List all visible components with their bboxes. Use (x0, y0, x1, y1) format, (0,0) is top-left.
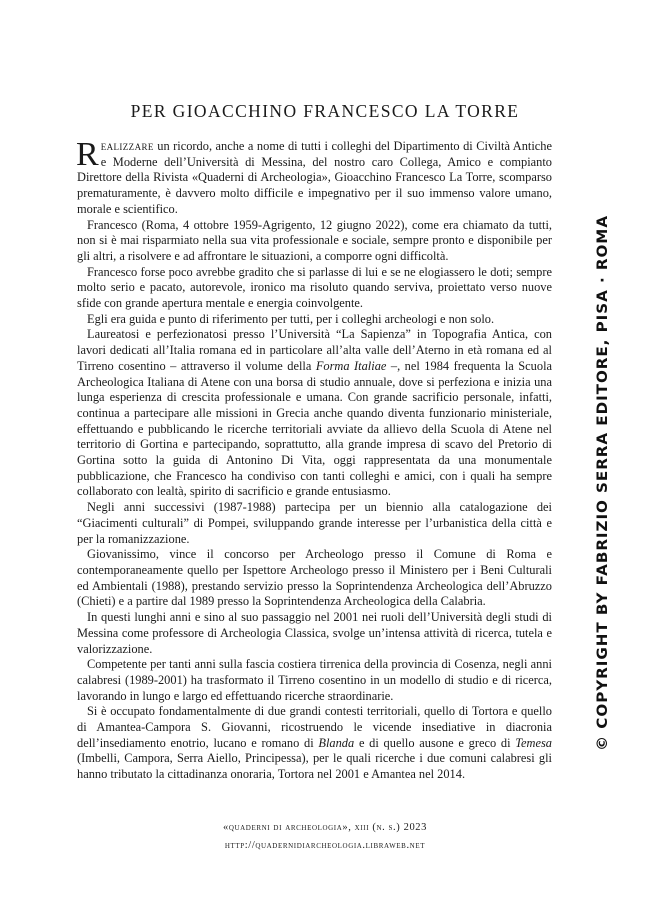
intro-paragraph (76, 136, 552, 218)
intro-text: un ricordo, anche a nome di tutti i colleghi del Dipartimento di Civiltà Antiche e Moderne dell’Università di Messina, del nostro caro Collega, Amico e compianto Direttore della Rivista «Quaderni di Archeologia», Gioacchino Francesco La Torre, scomparso prematuramente, è davvero molto difficile e impegnativo per il suo immenso valore umano, morale e scientifico. (77, 139, 552, 216)
paragraph-cosenza: Competente per tanti anni sulla fascia costiera tirrenica della provincia di Cosenza, negli anni calabresi (1989-2001) ha trasformato il Tirreno cosentino in un modello di studio e di ricerca, lavorando in lungo e largo ed effettuando ricerche straordinarie. (77, 657, 552, 703)
svg-text:© COPYRIGHT BY FABRIZIO SERRA: © COPYRIGHT BY FABRIZIO SERRA EDITORE, PISA · ROMA (595, 238, 611, 751)
forma-italiae-title: Forma Italiae (315, 358, 387, 373)
paragraph-messina: In questi lunghi anni e sino al suo passaggio nel 2001 nei ruoli dell’Università degli studi di Messina come professore di Archeologia Classica, svolge un’intensa attività di ricerca, tutela e valorizzazione. (77, 610, 552, 656)
blanda-name: Blanda (318, 735, 355, 750)
article-title: PER GIOACCHINO FRANCESCO LA TORRE (130, 101, 520, 121)
journal-url: http://quadernidiarcheologia.libraweb.net (224, 840, 426, 851)
paragraph-character: Francesco forse poco avrebbe gradito che si parlasse di lui e se ne elogiassero le doti; sempre molto serio e pacato, autorevole, ironico ma risoluto quando serviva, proiettato verso nuove sfide con grande apertura mentale e energia coinvolgente. (77, 264, 552, 311)
drop-cap: R (76, 136, 99, 173)
copyright-notice (588, 213, 614, 753)
intro-smallcaps: ealizzare (100, 139, 154, 153)
article-body (76, 136, 553, 783)
copyright-vertical-text (588, 213, 614, 753)
paragraph-territories: Si è occupato fondamentalmente di due grandi contesti territoriali, quello di Tortora e quello di Amantea-Campora S. Giovanni, ricostruendo le vicende insediative in diacronia dell’insediamento enotrio, lucano e romano di Blanda e di quello ausone e greco di Temesa (Imbelli, Campora, Serra Aiello, Principessa), per le quali ricerche i due comuni calabresi gli hanno tributato la cittadinanza onoraria, Tortora nel 2001 e Amantea nel 2014. (77, 704, 552, 782)
paragraph-birth: Francesco (Roma, 4 ottobre 1959-Agrigento, 12 giugno 2022), come era chiamato da tutti, non si è mai risparmiato nella sua vita professionale e sociale, sempre pronto e disponibile per gli altri, a risolvere e ad affrontare le situazioni, a comporre ogni difficoltà. (77, 217, 552, 263)
temesa-name: Temesa (515, 735, 552, 750)
paragraph-pompei: Negli anni successivi (1987-1988) partecipa per un biennio alla catalogazione dei “Giacimenti culturali” di Pompei, sviluppando grande interesse per l’urbanistica della città e per la romanizzazione. (77, 500, 552, 546)
paragraph-career: Giovanissimo, vince il concorso per Archeologo presso il Comune di Roma e contemporaneamente quello per Ispettore Archeologo presso il Ministero per i Beni Culturali ed Ambientali (1988), prestando servizio presso la Soprintendenza Archeologica dell’Abruzzo (Chieti) e a partire dal 1989 presso la Soprintendenza Archeologica della Calabria. (77, 547, 552, 609)
paragraph-education: Laureatosi e perfezionatosi presso l’Università “La Sapienza” in Topografia Antica, con lavori dedicati all’Italia romana ed in particolare all’alta valle dell’Aterno in età romana ed al Tirreno cosentino – attraverso il volume della Forma Italiae –, nel 1984 frequenta la Scuola Archeologica Italiana di Atene con una borsa di studio annuale, dove si perfeziona e inizia una lunga esperienza di crescita professionale e umana. Con grande sacrificio personale, infatti, continua a partecipare alle missioni in Grecia anche quando diventa funzionario ministeriale, effettuando e pubblicando le ricerche territoriali avviate da allievo della Scuola di Atene nel territorio di Gortina e partecipando, soprattutto, alla grande impresa di scavo del Pretorio di Gortina sotto la guida di Antonino Di Vita, oggi rappresentata da una monumentale pubblicazione, che Francesco ha condiviso con tanti colleghi e amici, con i quali ha sempre collaborato con lealtà, spirito di sacrificio e grande entusiasmo. (77, 327, 553, 499)
paragraph-guide: Egli era guida e punto di riferimento per tutti, per i colleghi archeologi e non solo. (87, 311, 495, 326)
journal-citation: «quaderni di archeologia», xiii (n. s.) 2023 (222, 822, 427, 833)
